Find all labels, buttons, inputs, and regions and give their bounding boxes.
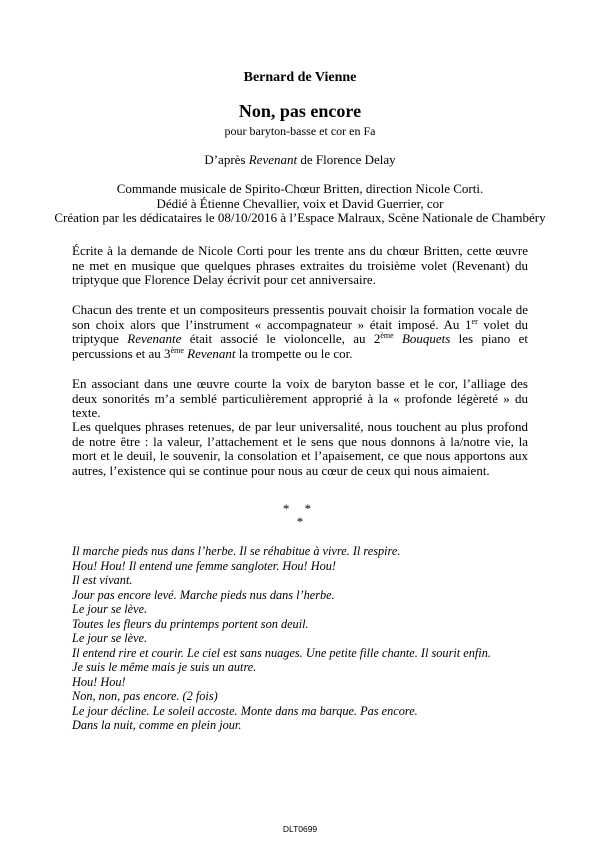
work-title: Non, pas encore: [238, 101, 362, 121]
text-segment: la trompette ou le cor.: [235, 345, 353, 361]
poem-line: Non, non, pas encore. (2 fois): [72, 689, 218, 703]
work-title-revenante: Revenante: [127, 331, 182, 346]
separator-asterisk-bottom: *: [296, 514, 304, 529]
work-title-bouquets: Bouquets: [401, 331, 451, 346]
poem-line: Il est vivant.: [72, 573, 133, 587]
dedication-line: Dédié à Étienne Chevallier, voix et David Guerrier, cor: [156, 195, 444, 211]
paragraph-themes: Les quelques phrases retenues, de par leur universalité, nous touchent au plus profond de notre être : la valeur, l’attachement et le sens que nous donnons à la/notre vie, la mort et le deuil, le souvenir, la consolation et l’apaisement, ce que nous apportons aux autres, l’existence qui se continue pour nous au cœur de ceux qui nous aimaient.: [72, 419, 528, 478]
separator-asterisks-top: * *: [282, 501, 318, 516]
text-segment: [394, 331, 402, 346]
source-suffix: de Florence Delay: [297, 152, 396, 167]
text-segment: était associé le violoncelle, au 2: [181, 331, 381, 346]
work-title-revenant: Revenant: [187, 345, 236, 361]
work-subtitle: pour baryton-basse et cor en Fa: [224, 124, 376, 138]
source-prefix: D’après: [204, 152, 249, 167]
poem-line: Hou! Hou! Il entend une femme sangloter. Hou! Hou!: [72, 558, 336, 573]
credits-block: [0, 182, 600, 226]
commission-line: Commande musicale de Spirito-Chœur Britten, direction Nicole Corti.: [116, 181, 484, 196]
poem-line: Le jour se lève.: [72, 631, 148, 645]
superscript: ème: [170, 345, 184, 355]
premiere-line: Création par les dédicataires le 08/10/2016 à l’Espace Malraux, Scène Nationale de Chambéry: [54, 210, 546, 225]
text-segment: les piano et percussions et au 3: [72, 331, 528, 361]
text-segment: Chacun des trente et un compositeurs pressentis pouvait choisir la formation vocale de son choix alors que l’instrument « accompagnateur » était imposé. Au 1: [72, 302, 528, 332]
paragraph-origin: Écrite à la demande de Nicole Corti pour les trente ans du chœur Britten, cette œuvre ne met en musique que quelques phrases extraites du troisième volet (Revenant) du triptyque que Florence Delay écrivit pour cet anniversaire.: [72, 243, 528, 287]
composer-name: Bernard de Vienne: [243, 70, 357, 85]
source-text-line: [0, 152, 600, 168]
poem-line: Toutes les fleurs du printemps portent son deuil.: [72, 616, 309, 631]
paragraph-pairing: En associant dans une œuvre courte la voix de baryton basse et le cor, l’alliage des deux sonorités m’a semblé particulièrement approprié à la « profonde légèreté » du texte.: [72, 376, 528, 420]
paragraph-instrumentation: [72, 303, 528, 361]
text-segment: volet du triptyque: [72, 316, 528, 346]
poem-line: Il entend rire et courir. Le ciel est sans nuages. Une petite fille chante. Il sourit enfin.: [72, 645, 491, 660]
poem-line: Dans la nuit, comme en plein jour.: [72, 718, 242, 732]
poem-line: Le jour décline. Le soleil accoste. Monte dans ma barque. Pas encore.: [72, 703, 418, 718]
source-work-title: Revenant: [248, 152, 298, 167]
poem-line: Je suis le même mais je suis un autre.: [72, 660, 257, 674]
poem-line: Hou! Hou!: [72, 674, 126, 689]
catalog-number: DLT0699: [282, 824, 318, 834]
poem-text: [72, 544, 528, 733]
superscript: ème: [380, 331, 394, 340]
poem-line: Il marche pieds nus dans l’herbe. Il se réhabitue à vivre. Il respire.: [72, 544, 401, 558]
poem-line: Jour pas encore levé. Marche pieds nus dans l’herbe.: [72, 587, 335, 602]
superscript: er: [471, 316, 478, 326]
poem-line: Le jour se lève.: [72, 602, 148, 616]
